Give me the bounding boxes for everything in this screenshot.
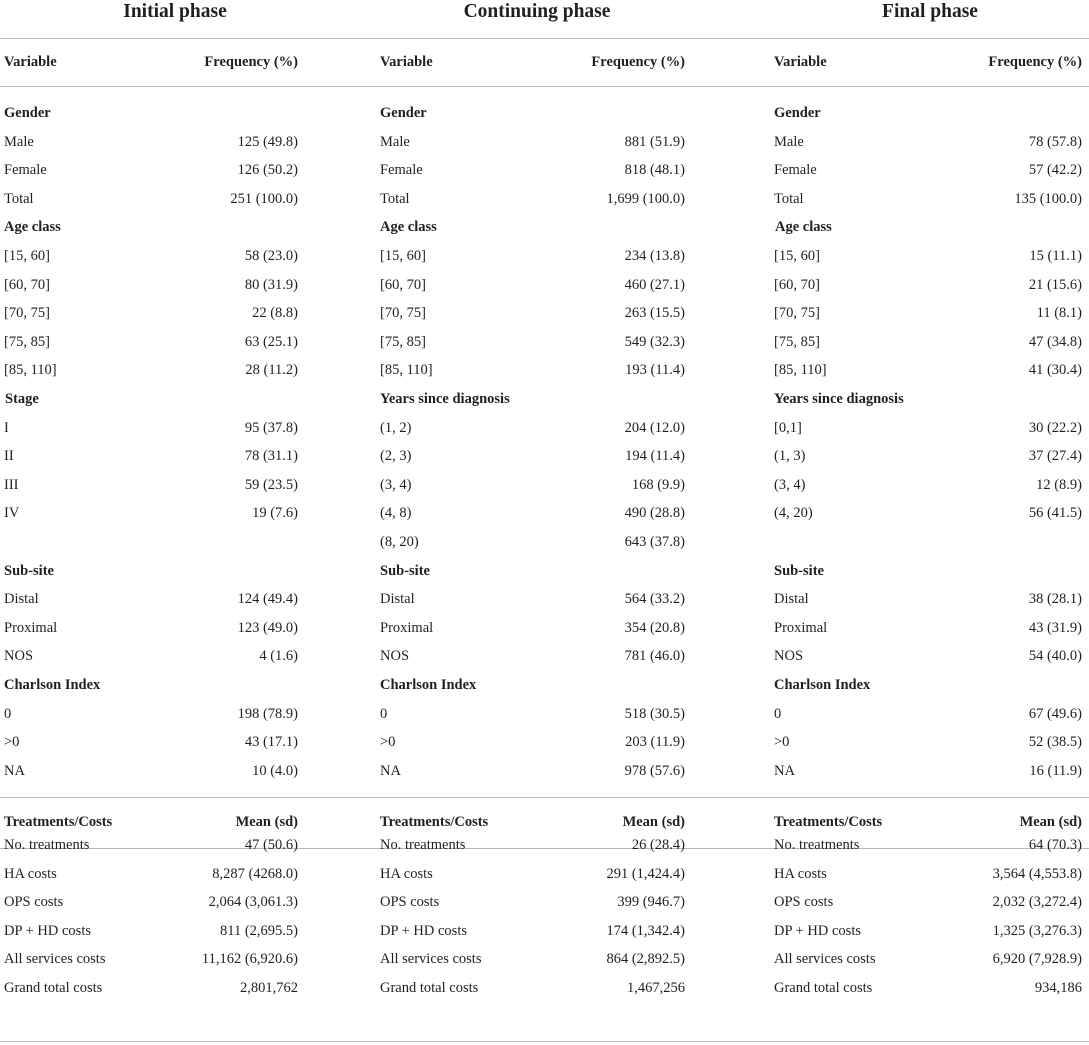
row-value: 52 (38.5) bbox=[1028, 734, 1082, 751]
row-label: Male bbox=[774, 133, 804, 150]
row-value: 1,699 (100.0) bbox=[606, 190, 685, 207]
row-label: NOS bbox=[774, 648, 804, 665]
row-label: Female bbox=[4, 162, 47, 179]
column-header-treatments: Treatments/Costs bbox=[774, 814, 883, 830]
section-title: Sub-site bbox=[4, 562, 54, 579]
row-value: 38 (28.1) bbox=[1028, 591, 1082, 608]
column-header-mean: Mean (sd) bbox=[1019, 814, 1082, 830]
row-value: 19 (7.6) bbox=[252, 505, 298, 522]
row-value: 78 (57.8) bbox=[1028, 133, 1082, 150]
row-label: (1, 3) bbox=[774, 448, 806, 465]
row-value: 56 (41.5) bbox=[1028, 505, 1082, 522]
cost-label: DP + HD costs bbox=[4, 922, 91, 939]
section-title: Charlson Index bbox=[774, 677, 871, 693]
row-value: 203 (11.9) bbox=[625, 734, 685, 751]
row-value: 549 (32.3) bbox=[624, 333, 685, 350]
row-value: 518 (30.5) bbox=[624, 705, 685, 722]
row-label: >0 bbox=[4, 734, 20, 751]
section-title: Sub-site bbox=[380, 562, 430, 579]
row-label: (4, 8) bbox=[380, 505, 412, 522]
row-label: [85, 110] bbox=[380, 362, 433, 379]
cost-value: 1,325 (3,276.3) bbox=[992, 922, 1082, 939]
cost-value: 47 (50.6) bbox=[244, 837, 298, 853]
row-label: >0 bbox=[774, 734, 790, 751]
cost-value: 2,801,762 bbox=[240, 980, 298, 996]
row-label: Male bbox=[4, 133, 34, 150]
row-label: [60, 70] bbox=[774, 276, 820, 293]
column-header-treatments: Treatments/Costs bbox=[4, 814, 113, 830]
row-value: 490 (28.8) bbox=[624, 505, 685, 522]
row-label: Total bbox=[4, 190, 34, 207]
cost-label: OPS costs bbox=[380, 894, 440, 911]
row-label: Total bbox=[380, 190, 410, 207]
row-value: 193 (11.4) bbox=[625, 362, 685, 379]
row-label: NOS bbox=[4, 648, 34, 665]
row-value: 11 (8.1) bbox=[1036, 305, 1082, 322]
row-value: 47 (34.8) bbox=[1028, 333, 1082, 350]
row-label: [75, 85] bbox=[4, 333, 50, 350]
top-rule bbox=[0, 38, 1089, 39]
row-label: [70, 75] bbox=[774, 305, 820, 322]
section-title: Years since diagnosis bbox=[774, 391, 904, 407]
row-value: 28 (11.2) bbox=[245, 362, 298, 379]
row-label: NA bbox=[774, 762, 795, 779]
row-label: [70, 75] bbox=[380, 305, 426, 322]
cost-label: HA costs bbox=[774, 865, 827, 882]
row-label: 0 bbox=[4, 705, 12, 722]
cost-label: All services costs bbox=[774, 951, 876, 968]
row-label: [85, 110] bbox=[4, 362, 57, 379]
row-value: 37 (27.4) bbox=[1028, 448, 1082, 465]
row-label: I bbox=[4, 419, 9, 436]
row-value: 95 (37.8) bbox=[244, 419, 298, 436]
row-label: Female bbox=[380, 162, 423, 179]
cost-value: 811 (2,695.5) bbox=[220, 922, 298, 939]
row-label: [15, 60] bbox=[380, 248, 426, 264]
cost-value: 2,032 (3,272.4) bbox=[992, 894, 1082, 911]
row-value: 194 (11.4) bbox=[625, 448, 685, 465]
row-value: 781 (46.0) bbox=[624, 648, 685, 665]
cost-value: 864 (2,892.5) bbox=[606, 951, 685, 968]
cost-label: OPS costs bbox=[774, 894, 834, 911]
row-label: Male bbox=[380, 133, 410, 150]
row-value: 818 (48.1) bbox=[624, 162, 685, 179]
row-value: 16 (11.9) bbox=[1029, 762, 1082, 779]
row-label: 0 bbox=[380, 705, 388, 722]
row-value: 125 (49.8) bbox=[237, 133, 298, 150]
row-value: 234 (13.8) bbox=[624, 248, 685, 264]
column-header-variable: Variable bbox=[4, 54, 57, 70]
column-header-frequency: Frequency (%) bbox=[204, 54, 298, 70]
row-value: 43 (31.9) bbox=[1028, 619, 1082, 636]
row-value: 43 (17.1) bbox=[244, 734, 298, 751]
row-label: [15, 60] bbox=[774, 248, 820, 264]
row-label: (3, 4) bbox=[380, 476, 412, 493]
column-header-mean: Mean (sd) bbox=[622, 814, 685, 830]
section-title: Age class bbox=[380, 219, 437, 236]
cost-label: DP + HD costs bbox=[774, 922, 861, 939]
row-label: III bbox=[4, 476, 19, 493]
cost-label: Grand total costs bbox=[380, 980, 479, 996]
row-label: 0 bbox=[774, 705, 782, 722]
row-value: 881 (51.9) bbox=[624, 133, 685, 150]
cost-value: 8,287 (4268.0) bbox=[212, 865, 298, 882]
row-value: 59 (23.5) bbox=[244, 476, 298, 493]
row-value: 78 (31.1) bbox=[244, 448, 298, 465]
cost-value: 26 (28.4) bbox=[631, 837, 685, 853]
cost-label: All services costs bbox=[380, 951, 482, 968]
row-label: [15, 60] bbox=[4, 248, 50, 264]
phase-title: Initial phase bbox=[123, 1, 227, 22]
row-value: 460 (27.1) bbox=[624, 276, 685, 293]
row-label: (8, 20) bbox=[380, 534, 419, 550]
cost-value: 291 (1,424.4) bbox=[606, 865, 685, 882]
row-label: IV bbox=[4, 505, 20, 522]
row-label: Total bbox=[774, 190, 804, 207]
bottom-rule bbox=[0, 1041, 1089, 1042]
cost-value: 1,467,256 bbox=[627, 980, 685, 996]
row-value: 30 (22.2) bbox=[1028, 419, 1082, 436]
cost-label: DP + HD costs bbox=[380, 922, 467, 939]
row-value: 15 (11.1) bbox=[1029, 248, 1082, 264]
row-label: Distal bbox=[380, 591, 415, 608]
section-title: Gender bbox=[774, 105, 821, 121]
cost-label: Grand total costs bbox=[774, 980, 873, 996]
cost-label: All services costs bbox=[4, 951, 106, 968]
row-label: II bbox=[4, 448, 14, 465]
column-header-treatments: Treatments/Costs bbox=[380, 814, 489, 830]
row-label: Proximal bbox=[774, 619, 828, 636]
row-value: 123 (49.0) bbox=[237, 619, 298, 636]
row-value: 21 (15.6) bbox=[1028, 276, 1082, 293]
cost-value: 399 (946.7) bbox=[617, 894, 685, 911]
row-value: 4 (1.6) bbox=[259, 648, 298, 665]
row-value: 57 (42.2) bbox=[1028, 162, 1082, 179]
row-value: 63 (25.1) bbox=[244, 333, 298, 350]
costs-rule bbox=[0, 797, 1089, 798]
row-value: 124 (49.4) bbox=[237, 591, 298, 608]
column-header-mean: Mean (sd) bbox=[235, 814, 298, 830]
row-label: (3, 4) bbox=[774, 476, 806, 493]
row-label: [75, 85] bbox=[774, 333, 820, 350]
row-value: 10 (4.0) bbox=[252, 762, 298, 779]
row-value: 22 (8.8) bbox=[252, 305, 298, 322]
column-header-frequency: Frequency (%) bbox=[591, 54, 685, 70]
column-header-variable: Variable bbox=[774, 54, 827, 70]
row-label: Proximal bbox=[4, 619, 58, 636]
cost-label: OPS costs bbox=[4, 894, 64, 911]
cost-label: Grand total costs bbox=[4, 980, 103, 996]
section-title: Gender bbox=[380, 105, 427, 121]
row-value: 204 (12.0) bbox=[624, 419, 685, 436]
row-value: 58 (23.0) bbox=[244, 248, 298, 264]
row-value: 251 (100.0) bbox=[230, 190, 298, 207]
cost-value: 3,564 (4,553.8) bbox=[992, 865, 1082, 882]
cost-value: 174 (1,342.4) bbox=[606, 922, 685, 939]
row-label: [70, 75] bbox=[4, 305, 50, 322]
row-label: [60, 70] bbox=[4, 276, 50, 293]
cost-label: No. treatments bbox=[774, 837, 860, 853]
section-title: Stage bbox=[5, 391, 39, 407]
row-label: (4, 20) bbox=[774, 505, 813, 522]
header-rule bbox=[0, 86, 1089, 87]
row-label: [75, 85] bbox=[380, 333, 426, 350]
row-value: 168 (9.9) bbox=[631, 476, 685, 493]
cost-label: HA costs bbox=[380, 865, 433, 882]
row-value: 354 (20.8) bbox=[624, 619, 685, 636]
row-label: Distal bbox=[4, 591, 39, 608]
row-value: 564 (33.2) bbox=[624, 591, 685, 608]
section-title: Charlson Index bbox=[4, 677, 101, 693]
row-label: NA bbox=[4, 762, 25, 779]
phase-title: Final phase bbox=[882, 1, 978, 22]
row-value: 126 (50.2) bbox=[237, 162, 298, 179]
row-value: 263 (15.5) bbox=[624, 305, 685, 322]
section-title: Charlson Index bbox=[380, 677, 477, 693]
row-value: 198 (78.9) bbox=[237, 705, 298, 722]
row-label: Proximal bbox=[380, 619, 434, 636]
cost-label: HA costs bbox=[4, 865, 57, 882]
row-label: [60, 70] bbox=[380, 276, 426, 293]
row-label: Distal bbox=[774, 591, 809, 608]
cost-value: 64 (70.3) bbox=[1028, 837, 1082, 853]
section-title: Sub-site bbox=[774, 562, 824, 579]
cost-value: 934,186 bbox=[1034, 980, 1082, 996]
cost-label: No. treatments bbox=[4, 837, 90, 853]
row-value: 643 (37.8) bbox=[624, 534, 685, 550]
cost-label: No. treatments bbox=[380, 837, 466, 853]
row-label: NOS bbox=[380, 648, 410, 665]
row-value: 41 (30.4) bbox=[1028, 362, 1082, 379]
row-value: 978 (57.6) bbox=[624, 762, 685, 779]
cost-value: 11,162 (6,920.6) bbox=[201, 951, 298, 968]
row-label: (2, 3) bbox=[380, 448, 412, 465]
row-value: 12 (8.9) bbox=[1036, 476, 1082, 493]
cost-value: 2,064 (3,061.3) bbox=[208, 894, 298, 911]
row-label: >0 bbox=[380, 734, 396, 751]
section-title: Age class bbox=[4, 219, 61, 236]
row-label: [0,1] bbox=[774, 419, 802, 436]
cost-value: 6,920 (7,928.9) bbox=[992, 951, 1082, 968]
section-title: Age class bbox=[775, 219, 832, 236]
row-label: [85, 110] bbox=[774, 362, 827, 379]
row-label: Female bbox=[774, 162, 817, 179]
phase-title: Continuing phase bbox=[463, 1, 611, 22]
row-label: NA bbox=[380, 762, 401, 779]
column-header-frequency: Frequency (%) bbox=[988, 54, 1082, 70]
section-title: Gender bbox=[4, 105, 51, 121]
column-header-variable: Variable bbox=[380, 54, 433, 70]
row-value: 135 (100.0) bbox=[1014, 190, 1082, 207]
section-title: Years since diagnosis bbox=[380, 391, 510, 407]
row-value: 67 (49.6) bbox=[1028, 705, 1082, 722]
row-value: 80 (31.9) bbox=[244, 276, 298, 293]
row-value: 54 (40.0) bbox=[1028, 648, 1082, 665]
row-label: (1, 2) bbox=[380, 419, 412, 436]
